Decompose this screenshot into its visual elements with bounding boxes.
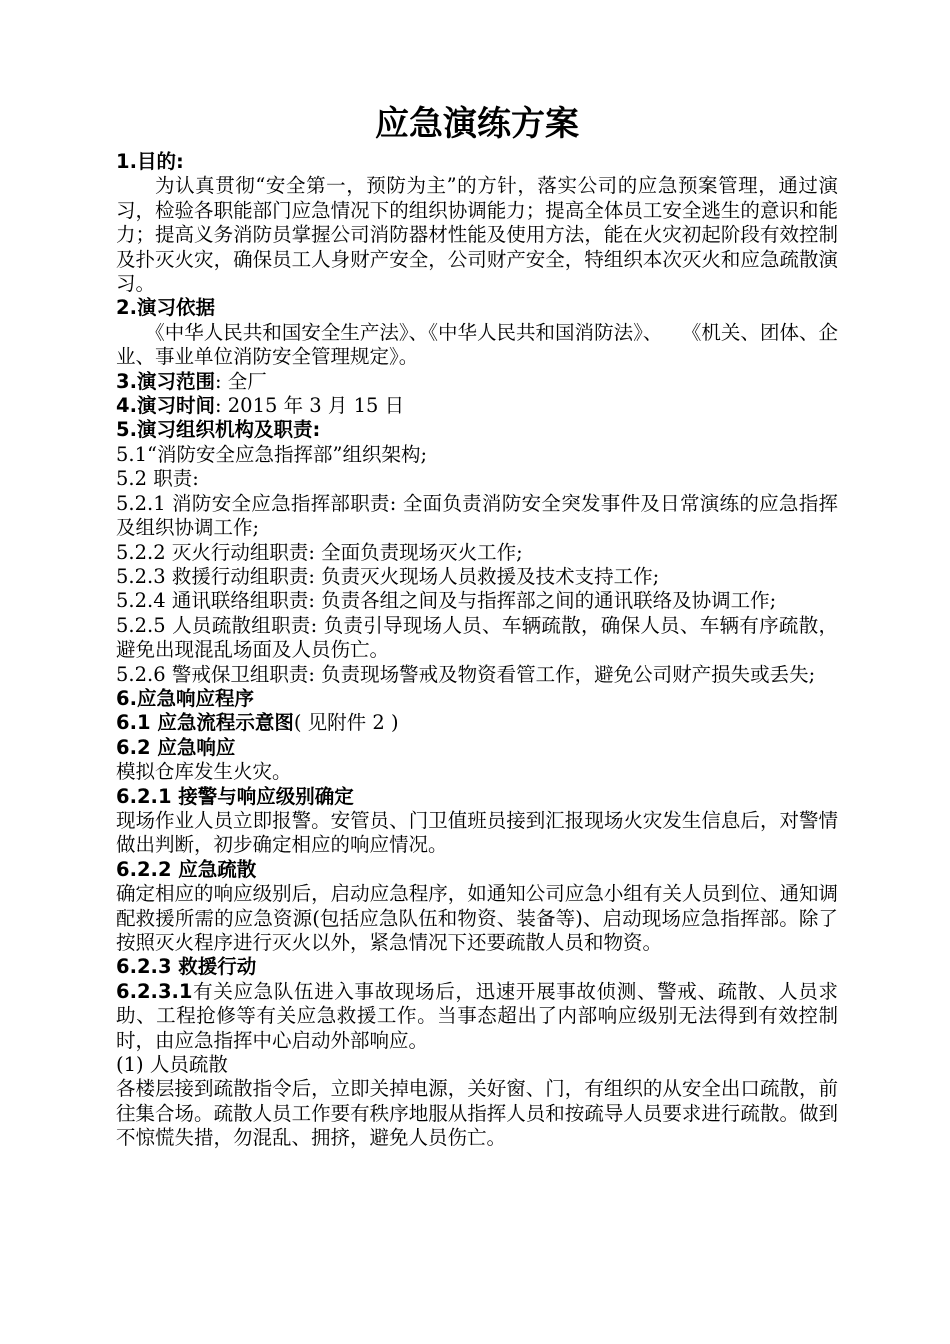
section-6-2-1-body: 现场作业人员立即报警。安管员、门卫值班员接到汇报现场火灾发生信息后，对警情做出判断，初步确定相应的响应情况。 — [116, 808, 838, 857]
section-6-2-body: 模拟仓库发生火灾。 — [116, 760, 292, 784]
section-5-item: 5.2.3 救援行动组职责: 负责灭火现场人员救援及技术支持工作; — [116, 564, 660, 588]
page-title: 应急演练方案 — [375, 104, 579, 144]
section-6-1-note: ( 见附件 2 ) — [293, 711, 399, 735]
section-6-2-3-1-number: 6.2.3.1 — [116, 979, 193, 1003]
section-5-item: 5.2.2 灭火行动组职责: 全面负责现场灭火工作; — [116, 540, 523, 564]
section-3-value: : 全厂 — [214, 369, 267, 393]
section-4-label: 4.演习时间 — [116, 394, 215, 418]
section-1-heading: 1.目的: — [116, 150, 184, 173]
section-5-item: 5.1“消防安全应急指挥部”组织架构; — [116, 442, 428, 466]
section-5-item: 5.2.6 警戒保卫组职责: 负责现场警戒及物资看管工作，避免公司财产损失或丢失; — [116, 662, 816, 686]
section-6-2-3-1-body: 有关应急队伍进入事故现场后，迅速开展事故侦测、警戒、疏散、人员求助、工程抢修等有关应急救援工作。当事态超出了内部响应级别无法得到有效控制时，由应急指挥中心启动外部响应。 — [116, 979, 838, 1052]
section-6-2-2-heading: 6.2.2 应急疏散 — [116, 857, 257, 881]
section-3-line — [116, 370, 838, 394]
section-6-heading: 6.应急响应程序 — [116, 686, 254, 710]
section-4-value: : 2015 年 3 月 15 日 — [214, 394, 405, 418]
subsection-1-heading: (1) 人员疏散 — [116, 1053, 228, 1077]
section-6-2-2-body: 确定相应的响应级别后，启动应急程序，如通知公司应急小组有关人员到位、通知调配救援所需的应急资源(包括应急队伍和物资、装备等)、启动现场应急指挥部。除了按照灭火程序进行灭火以外，紧急情况下还要疏散人员和物资。 — [116, 882, 838, 954]
section-6-2-3-heading: 6.2.3 救援行动 — [116, 955, 257, 979]
section-1-body: 为认真贯彻“安全第一，预防为主”的方针，落实公司的应急预案管理，通过演习，检验各职能部门应急情况下的组织协调能力；提高全体员工安全逃生的意识和能力；提高义务消防员掌握公司消防器材性能及使用方法，能在火灾初起阶段有效控制及扑灭火灾，确保员工人身财产安全，公司财产安全，特组织本次灭火和应急疏散演习。 — [116, 174, 838, 296]
section-5-heading: 5.演习组织机构及职责: — [116, 418, 321, 442]
section-6-1-heading: 6.1 应急流程示意图 — [116, 711, 294, 735]
section-2-heading: 2.演习依据 — [116, 296, 215, 320]
section-6-2-3-1-paragraph — [116, 980, 838, 1053]
subsection-1-body: 各楼层接到疏散指令后，立即关掉电源，关好窗、门，有组织的从安全出口疏散，前往集合场。疏散人员工作要有秩序地服从指挥人员和按疏导人员要求进行疏散。做到不惊慌失措，勿混乱、拥挤，避免人员伤亡。 — [116, 1077, 838, 1150]
section-6-1-line — [116, 711, 838, 735]
section-6-2-heading: 6.2 应急响应 — [116, 735, 236, 759]
section-5-item: 5.2 职责: — [116, 467, 199, 491]
section-5-item: 5.2.1 消防安全应急指挥部职责: 全面负责消防安全突发事件及日常演练的应急指挥及组织协调工作; — [116, 491, 838, 540]
document-page — [116, 98, 838, 1151]
section-6-2-1-heading: 6.2.1 接警与响应级别确定 — [116, 784, 354, 808]
section-5-item: 5.2.5 人员疏散组职责: 负责引导现场人员、车辆疏散，确保人员、车辆有序疏散，避免出现混乱场面及人员伤亡。 — [116, 613, 838, 662]
section-3-label: 3.演习范围 — [116, 369, 215, 393]
section-2-body: 《中华人民共和国安全生产法》、《中华人民共和国消防法》、 《机关、团体、企业、事业单位消防安全管理规定》。 — [116, 320, 838, 369]
section-5-item: 5.2.4 通讯联络组职责: 负责各组之间及与指挥部之间的通讯联络及协调工作; — [116, 589, 777, 613]
section-4-line — [116, 394, 838, 418]
